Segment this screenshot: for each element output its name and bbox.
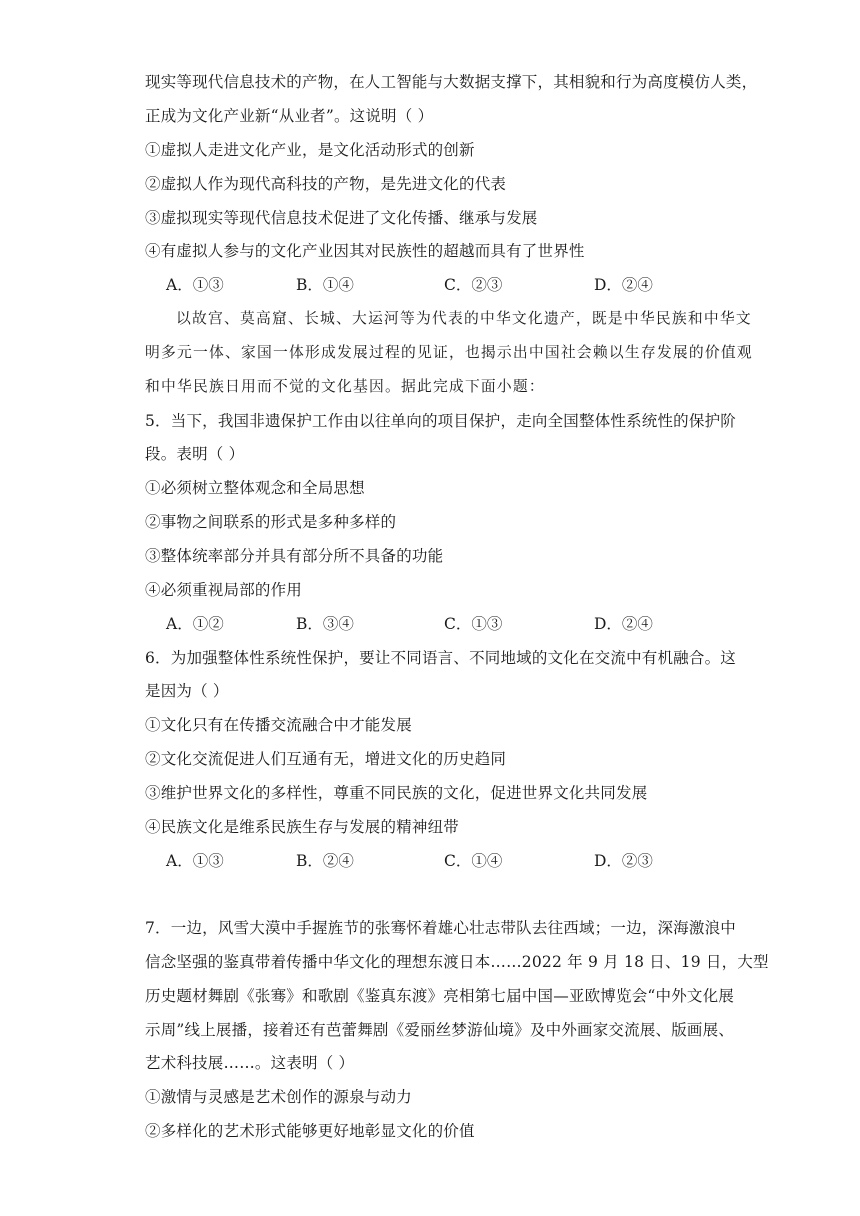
passage-line-1: 以故宫、莫高窟、长城、大运河等为代表的中华文化遗产，既是中华民族和中华文 xyxy=(176,310,752,327)
q6-stem-line-1: 6．为加强整体性系统性保护，要让不同语言、不同地域的文化在交流中有机融合。这 xyxy=(145,649,736,667)
q6-option-a[interactable]: A．①③ xyxy=(166,852,224,870)
q4-stem-line-1: 现实等现代信息技术的产物，在人工智能与大数据支撑下，其相貌和行为高度模仿人类， xyxy=(145,73,758,91)
q7-statement-1: ①激情与灵感是艺术创作的源泉与动力 xyxy=(145,1088,412,1106)
q5-stem-line-2: 段。表明（ ） xyxy=(145,445,245,463)
q5-statement-3: ③整体统率部分并具有部分所不具备的功能 xyxy=(145,547,444,565)
q5-option-a[interactable]: A．①② xyxy=(166,615,224,633)
passage-line-3: 和中华民族日用而不觉的文化基因。据此完成下面小题： xyxy=(145,378,545,395)
q4-option-d[interactable]: D．②④ xyxy=(594,276,653,294)
q4-option-a[interactable]: A．①③ xyxy=(166,276,224,294)
q4-option-c[interactable]: C．②③ xyxy=(444,276,503,294)
q5-option-d[interactable]: D．②④ xyxy=(594,615,653,633)
q7-stem-line-2: 信念坚强的鉴真带着传播中华文化的理想东渡日本……2022 年 9 月 18 日、19 日，大型 xyxy=(145,953,769,971)
q5-stem-line-1: 5．当下，我国非遗保护工作由以往单向的项目保护，走向全国整体性系统性的保护阶 xyxy=(145,412,736,430)
q4-statement-3: ③虚拟现实等现代信息技术促进了文化传播、继承与发展 xyxy=(145,209,538,227)
q6-statement-3: ③维护世界文化的多样性，尊重不同民族的文化，促进世界文化共同发展 xyxy=(145,784,648,802)
q4-option-b[interactable]: B．①④ xyxy=(296,276,354,294)
q7-statement-2: ②多样化的艺术形式能够更好地彰显文化的价值 xyxy=(145,1122,475,1140)
q6-option-d[interactable]: D．②③ xyxy=(594,852,653,870)
q5-option-b[interactable]: B．③④ xyxy=(296,615,354,633)
q7-stem-line-3: 历史题材舞剧《张骞》和歌剧《鉴真东渡》亮相第七届中国—亚欧博览会“中外文化展 xyxy=(145,987,735,1005)
q4-options xyxy=(0,275,860,295)
passage-line-2: 明多元一体、家国一体形成发展过程的见证，也揭示出中国社会赖以生存发展的价值观 xyxy=(145,344,753,361)
q5-options xyxy=(0,614,860,634)
q5-statement-1: ①必须树立整体观念和全局思想 xyxy=(145,479,365,497)
q7-stem-line-4: 示周”线上展播，接着还有芭蕾舞剧《爱丽丝梦游仙境》及中外画家交流展、版画展、 xyxy=(145,1021,735,1039)
q4-statement-4: ④有虚拟人参与的文化产业因其对民族性的超越而具有了世界性 xyxy=(145,242,585,260)
q4-statement-1: ①虚拟人走进文化产业，是文化活动形式的创新 xyxy=(145,141,475,159)
q4-statement-2: ②虚拟人作为现代高科技的产物，是先进文化的代表 xyxy=(145,175,507,193)
q5-statement-2: ②事物之间联系的形式是多种多样的 xyxy=(145,513,397,531)
q5-statement-4: ④必须重视局部的作用 xyxy=(145,581,303,599)
q7-stem-line-1: 7．一边，风雪大漠中手握旌节的张骞怀着雄心壮志带队去往西域；一边，深海激浪中 xyxy=(145,919,736,937)
q6-options xyxy=(0,851,860,871)
q4-stem-line-2: 正成为文化产业新“从业者”。这说明（ ） xyxy=(145,107,434,125)
q6-statement-1: ①文化只有在传播交流融合中才能发展 xyxy=(145,716,412,734)
q6-statement-4: ④民族文化是维系民族生存与发展的精神纽带 xyxy=(145,818,460,836)
q6-option-c[interactable]: C．①④ xyxy=(444,852,503,870)
q5-option-c[interactable]: C．①③ xyxy=(444,615,503,633)
q6-stem-line-2: 是因为（ ） xyxy=(145,682,229,700)
q7-stem-line-5: 艺术科技展……。这表明（ ） xyxy=(145,1054,355,1072)
q6-option-b[interactable]: B．②④ xyxy=(296,852,354,870)
q6-statement-2: ②文化交流促进人们互通有无，增进文化的历史趋同 xyxy=(145,750,507,768)
